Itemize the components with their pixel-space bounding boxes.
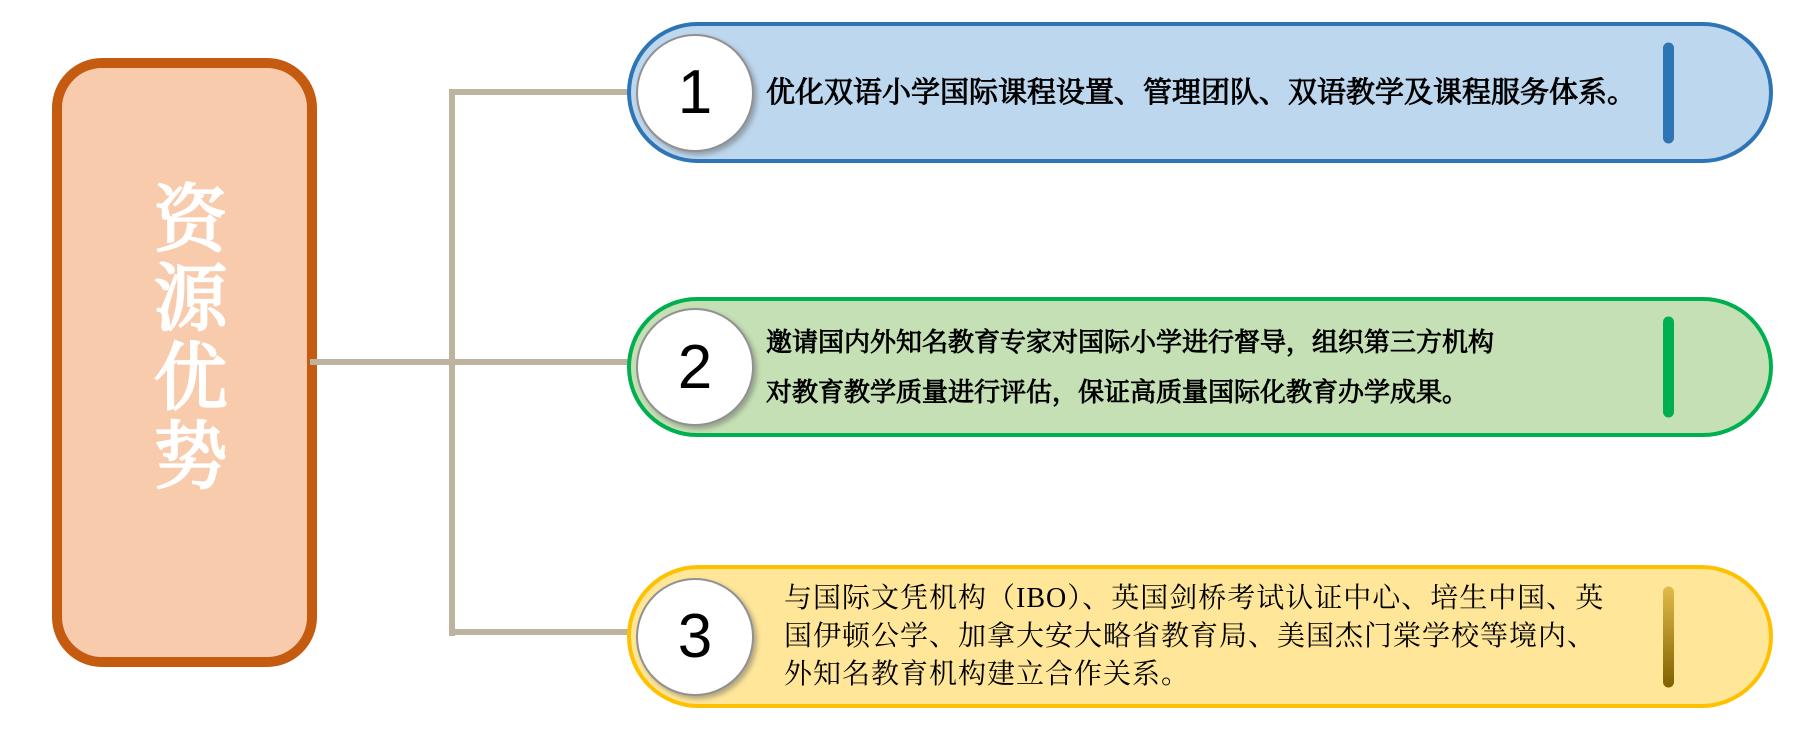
title-box [52, 58, 317, 667]
item-number: 3 [677, 602, 713, 671]
item-text-line: 与国际文凭机构（IBO）、英国剑桥考试认证中心、培生中国、英 [784, 582, 1605, 614]
accent-bar [1663, 317, 1674, 418]
accent-bar [1663, 42, 1674, 143]
item-text [784, 580, 1604, 694]
page-title: 资源优势 [143, 179, 227, 496]
item-text-line: 外知名教育机构建立合作关系。 [784, 658, 1191, 690]
item-text-line: 邀请国内外知名教育专家对国际小学进行督导，组织第三方机构 [766, 327, 1495, 357]
connector-branch-item-1 [449, 89, 632, 95]
item-text-line: 优化双语小学国际课程设置、管理团队、双语教学及课程服务体系。 [766, 76, 1637, 109]
item-text [766, 70, 1636, 116]
item-number-circle [636, 34, 754, 152]
connector-branch-item-3 [449, 629, 632, 635]
connector-stem [310, 359, 455, 365]
accent-bar [1663, 586, 1674, 687]
item-number: 2 [677, 332, 713, 402]
item-text [766, 317, 1494, 417]
item-text-line: 对教育教学质量进行评估，保证高质量国际化教育办学成果。 [766, 377, 1469, 407]
item-number-circle [636, 308, 754, 426]
item-text-line: 国伊顿公学、加拿大安大略省教育局、美国杰门棠学校等境内、 [784, 620, 1597, 652]
connector-branch-item-2 [455, 359, 632, 365]
item-number: 1 [677, 58, 713, 127]
item-pill-2 [627, 297, 1773, 437]
item-pill-1 [627, 22, 1773, 163]
item-number-circle [636, 578, 754, 696]
item-pill-3 [627, 565, 1773, 708]
